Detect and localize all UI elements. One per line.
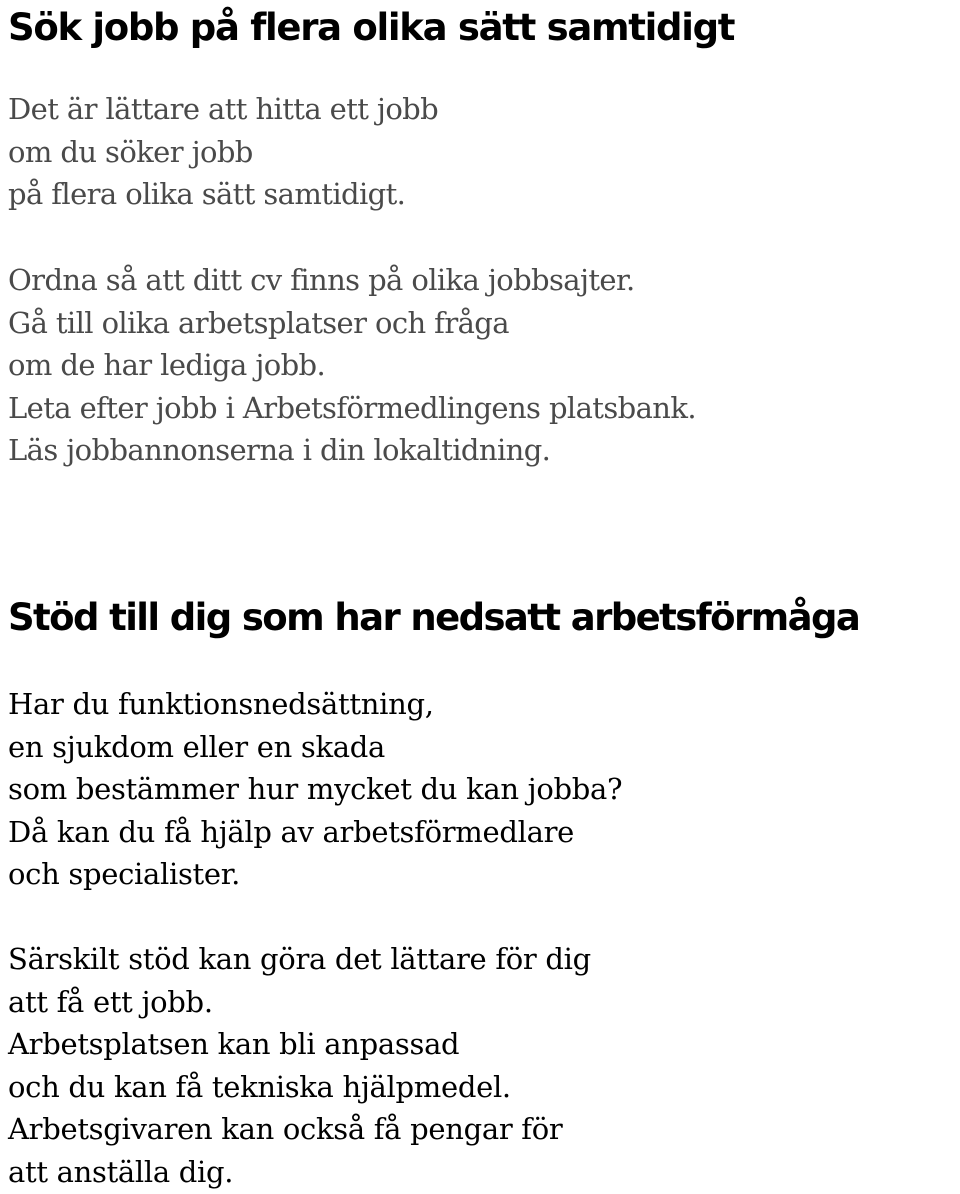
text-line: Läs jobbannonserna i din lokaltidning. <box>8 433 551 468</box>
text-line: som bestämmer hur mycket du kan jobba? <box>8 772 623 807</box>
paragraph-support-intro <box>8 683 622 896</box>
paragraph-special-support <box>8 938 591 1194</box>
text-line: och du kan få tekniska hjälpmedel. <box>8 1069 511 1104</box>
text-line: Då kan du få hjälp av arbetsförmedlare <box>8 814 575 849</box>
text-line: Det är lättare att hitta ett jobb <box>8 92 439 126</box>
section-title-search-jobs: Sök jobb på flera olika sätt samtidigt <box>8 6 735 49</box>
text-line: om du söker jobb <box>8 134 253 169</box>
text-line: att få ett jobb. <box>8 984 213 1019</box>
text-line: Leta efter jobb i Arbetsförmedlingens platsbank. <box>8 390 696 425</box>
text-line: på flera olika sätt samtidigt. <box>8 177 406 212</box>
text-line: om de har lediga jobb. <box>8 348 326 383</box>
text-line: att anställa dig. <box>8 1154 234 1189</box>
text-line: Arbetsgivaren kan också få pengar för <box>8 1112 563 1147</box>
text-line: en sjukdom eller en skada <box>8 729 386 764</box>
text-line: Arbetsplatsen kan bli anpassad <box>8 1027 460 1062</box>
text-line: Har du funktionsnedsättning, <box>8 687 434 721</box>
section-title-support: Stöd till dig som har nedsatt arbetsförmåga <box>8 596 860 639</box>
text-line: Särskilt stöd kan göra det lättare för dig <box>8 942 591 976</box>
paragraph-search-intro <box>8 88 438 216</box>
text-line: Gå till olika arbetsplatser och fråga <box>8 305 509 340</box>
text-line: och specialister. <box>8 857 241 892</box>
paragraph-search-tips <box>8 259 696 472</box>
text-line: Ordna så att ditt cv finns på olika jobbsajter. <box>8 263 635 297</box>
